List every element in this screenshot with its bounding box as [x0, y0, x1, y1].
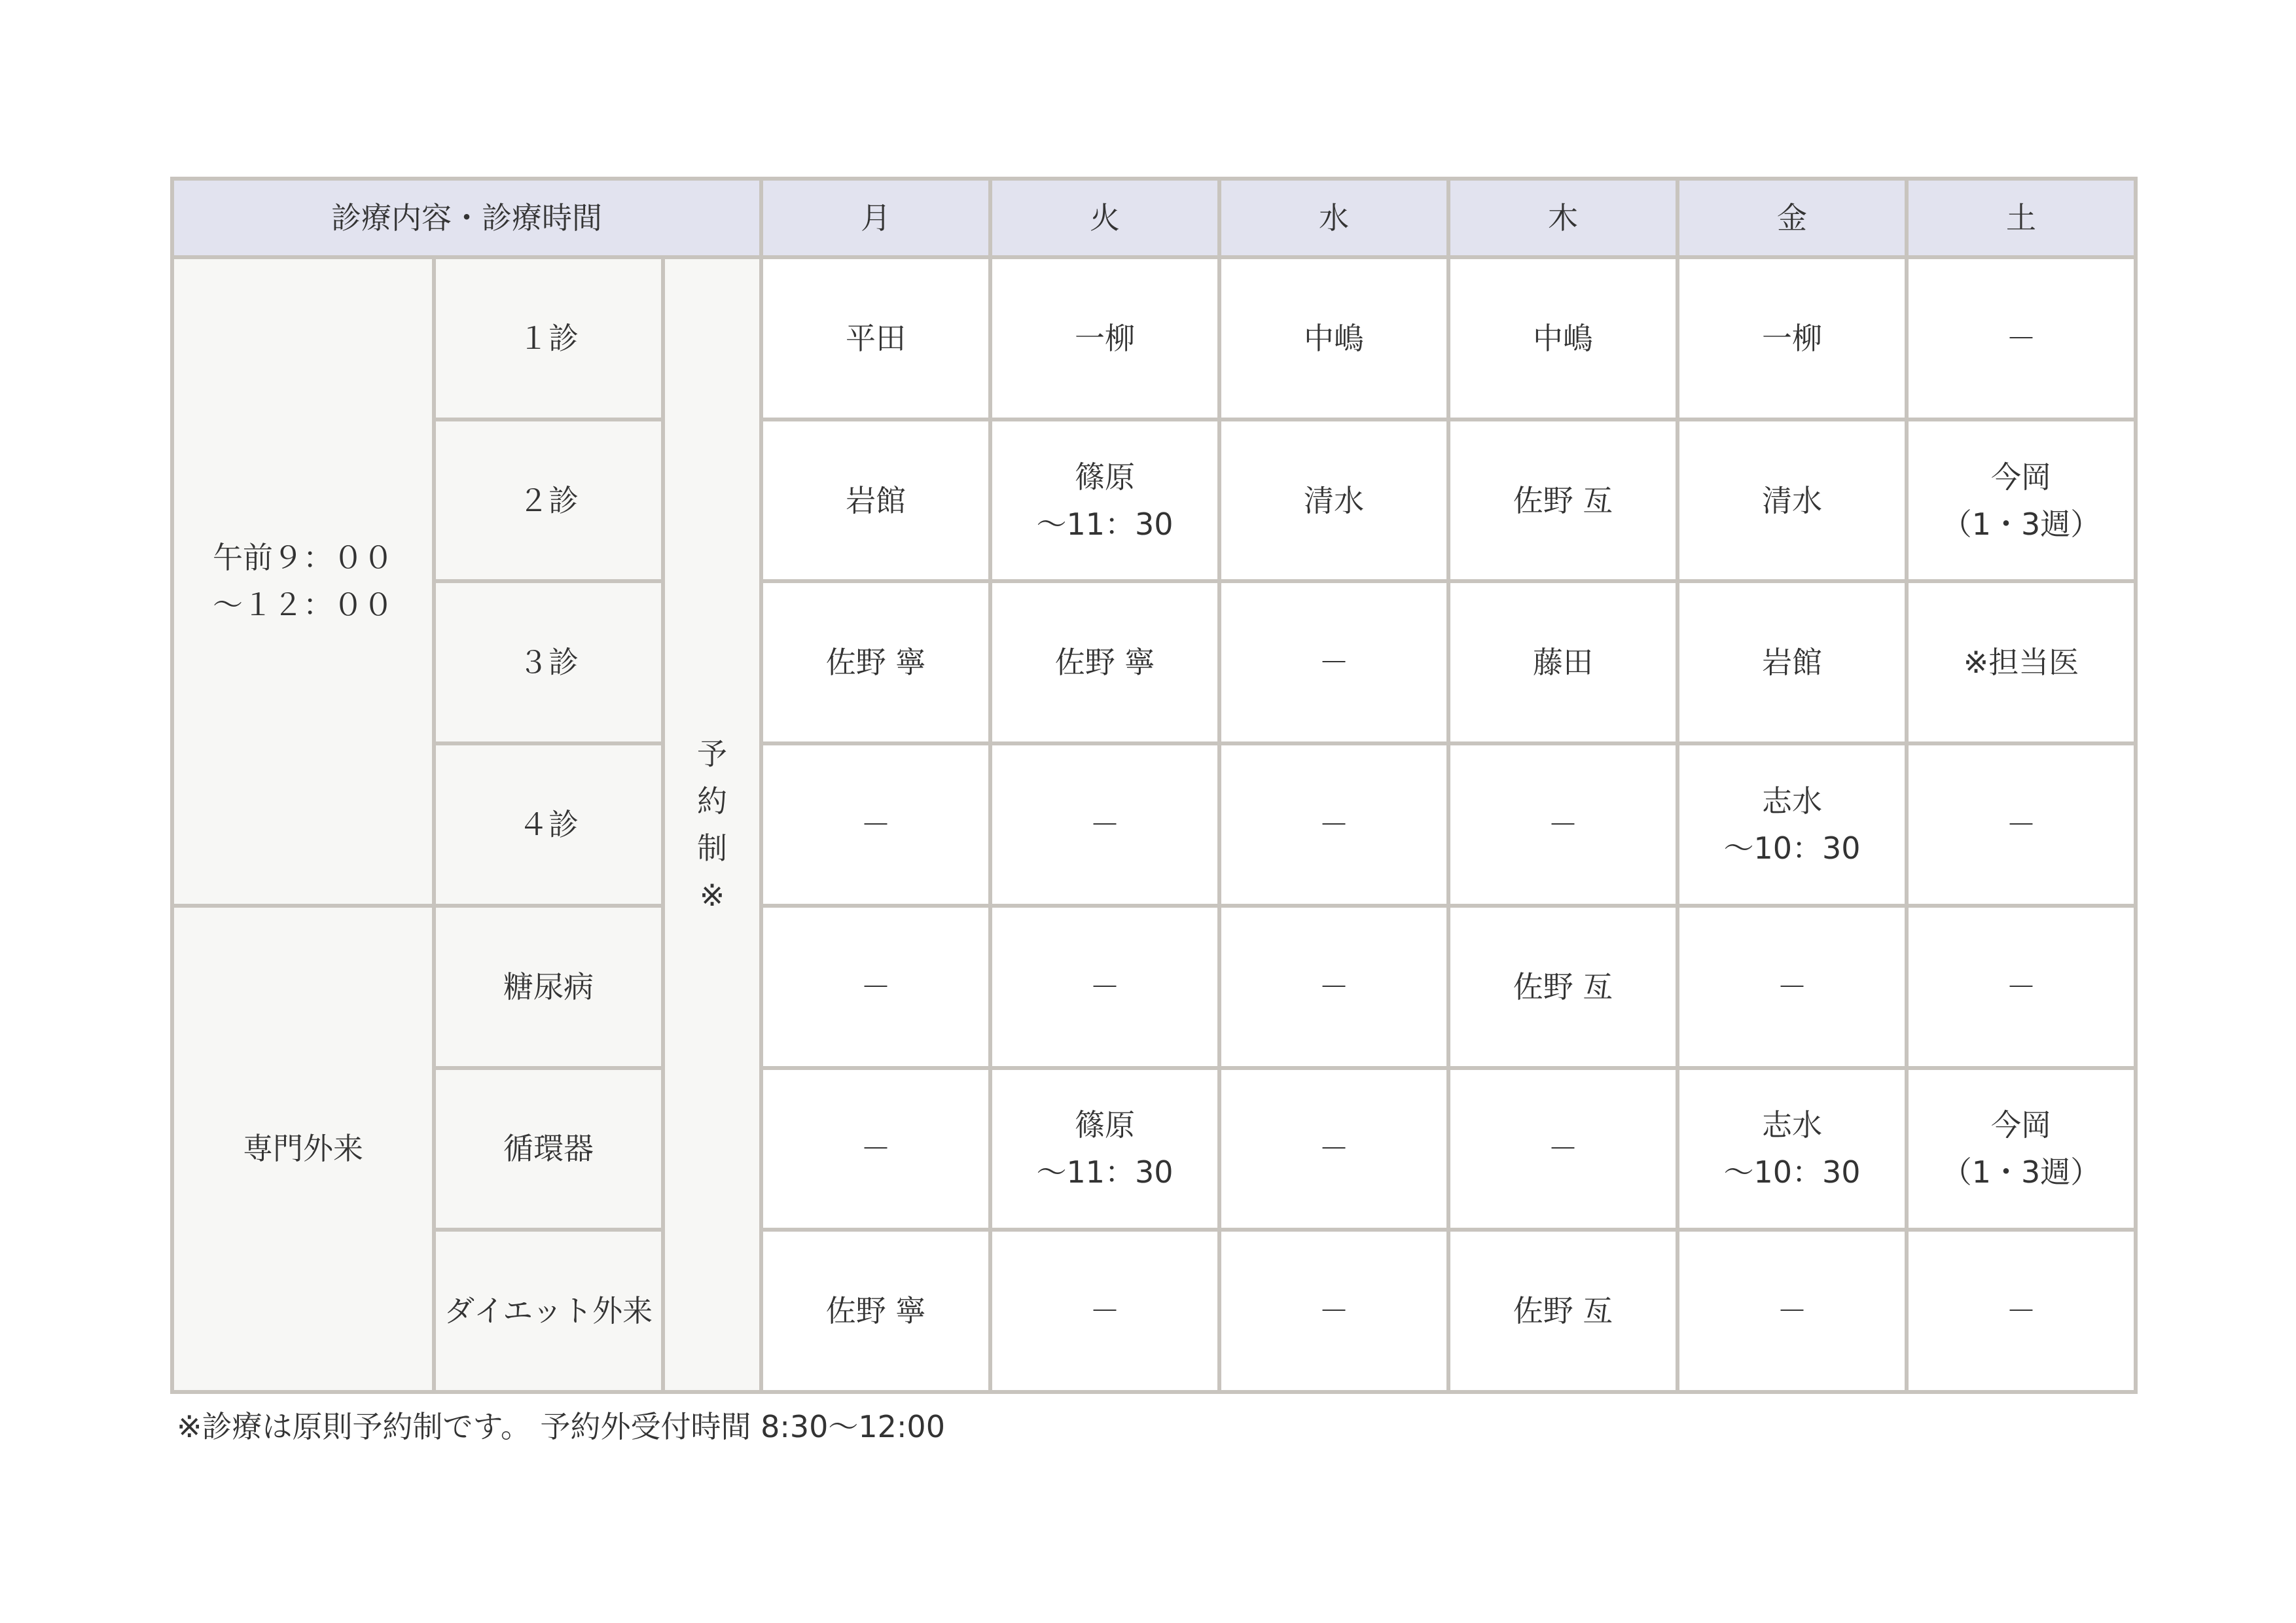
- doctor-text: 平田: [846, 320, 906, 356]
- schedule-cell: [1448, 906, 1677, 1068]
- session-time-text: 午前９：００: [213, 540, 393, 576]
- header-day-sat: 土: [1907, 179, 2136, 257]
- schedule-cell: [761, 581, 990, 743]
- doctor-text: （1・3週）: [1941, 1154, 2101, 1190]
- table-row: [172, 581, 2136, 743]
- schedule-cell: [1219, 743, 1448, 906]
- doctor-text: （1・3週）: [1941, 506, 2101, 542]
- schedule-cell: [761, 1230, 990, 1392]
- schedule-cell: [1677, 906, 1907, 1068]
- doctor-text: 岩館: [1762, 645, 1822, 681]
- doctor-text: 一柳: [1075, 320, 1135, 356]
- schedule-cell: [1907, 1230, 2136, 1392]
- doctor-text: ※担当医: [1963, 645, 2079, 681]
- doctor-text: 志水: [1762, 1107, 1822, 1143]
- doctor-text: ～10：30: [1723, 1154, 1861, 1190]
- table-row: [172, 743, 2136, 906]
- schedule-cell: [1219, 257, 1448, 419]
- schedule-cell: [1219, 906, 1448, 1068]
- doctor-text: 佐野 亙: [1513, 969, 1613, 1005]
- doctor-text: 佐野 寧: [825, 1293, 926, 1329]
- doctor-text: 篠原: [1075, 459, 1135, 495]
- doctor-text: 志水: [1762, 783, 1822, 819]
- doctor-text: －: [1319, 969, 1349, 1005]
- reservation-char: 制: [697, 830, 727, 866]
- footnote: ※診療は原則予約制です。 予約外受付時間 8:30～12:00: [177, 1409, 945, 1444]
- reservation-char: 約: [697, 783, 727, 819]
- schedule-table: [170, 177, 2138, 1394]
- doctor-text: －: [2006, 806, 2036, 842]
- schedule-cell: [1907, 1068, 2136, 1230]
- schedule-cell: [1448, 581, 1677, 743]
- schedule-cell: [1448, 1230, 1677, 1392]
- doctor-text: 佐野 寧: [1054, 645, 1155, 681]
- doctor-text: －: [861, 1131, 891, 1167]
- doctor-text: 中嶋: [1533, 320, 1593, 356]
- schedule-cell: [1907, 419, 2136, 582]
- doctor-text: －: [2006, 969, 2036, 1005]
- doctor-text: 岩館: [846, 482, 906, 518]
- schedule-cell: [1677, 1068, 1907, 1230]
- schedule-cell: [1448, 257, 1677, 419]
- table-row: [172, 257, 2136, 419]
- doctor-text: 中嶋: [1304, 320, 1364, 356]
- header-day-mon: 月: [761, 179, 990, 257]
- schedule-cell: [1448, 419, 1677, 582]
- header-category: 診療内容・診療時間: [172, 179, 761, 257]
- schedule-cell: [1677, 257, 1907, 419]
- row-label: ２診: [434, 419, 663, 582]
- doctor-text: 今岡: [1991, 1107, 2051, 1143]
- header-day-wed: 水: [1219, 179, 1448, 257]
- doctor-text: 篠原: [1075, 1107, 1135, 1143]
- table-row: [172, 1230, 2136, 1392]
- schedule-cell: [1677, 743, 1907, 906]
- doctor-text: 清水: [1304, 482, 1364, 518]
- doctor-text: ～11：30: [1036, 1154, 1174, 1190]
- doctor-text: －: [1319, 645, 1349, 681]
- schedule-cell: [1907, 906, 2136, 1068]
- doctor-text: －: [2006, 320, 2036, 356]
- header-day-fri: 金: [1677, 179, 1907, 257]
- specialty-outpatient-label: 専門外来: [172, 906, 434, 1392]
- doctor-text: ～11：30: [1036, 506, 1174, 542]
- schedule-cell: [761, 743, 990, 906]
- schedule-cell: [1677, 581, 1907, 743]
- schedule-cell: [761, 257, 990, 419]
- schedule-cell: [1219, 419, 1448, 582]
- header-row: [172, 179, 2136, 257]
- doctor-text: 今岡: [1991, 459, 2051, 495]
- doctor-text: 佐野 亙: [1513, 1293, 1613, 1329]
- schedule-cell: [990, 257, 1219, 419]
- row-label: ３診: [434, 581, 663, 743]
- row-label: ４診: [434, 743, 663, 906]
- doctor-text: －: [1777, 969, 1807, 1005]
- header-day-tue: 火: [990, 179, 1219, 257]
- schedule-cell: [1907, 257, 2136, 419]
- doctor-text: －: [1548, 806, 1578, 842]
- row-label: 糖尿病: [434, 906, 663, 1068]
- doctor-text: －: [1777, 1293, 1807, 1329]
- doctor-text: －: [1548, 1131, 1578, 1167]
- doctor-text: 一柳: [1762, 320, 1822, 356]
- morning-session-label: [172, 257, 434, 906]
- schedule-cell: [990, 419, 1219, 582]
- schedule-cell: [1907, 743, 2136, 906]
- doctor-text: 佐野 寧: [825, 645, 926, 681]
- doctor-text: －: [1319, 1131, 1349, 1167]
- schedule-cell: [1448, 743, 1677, 906]
- row-label: ダイエット外来: [434, 1230, 663, 1392]
- schedule-cell: [761, 1068, 990, 1230]
- schedule-cell: [1907, 581, 2136, 743]
- doctor-text: 清水: [1762, 482, 1822, 518]
- schedule-cell: [990, 743, 1219, 906]
- header-day-thu: 木: [1448, 179, 1677, 257]
- table-row: [172, 906, 2136, 1068]
- table-row: [172, 419, 2136, 582]
- doctor-text: －: [1090, 969, 1120, 1005]
- row-label: １診: [434, 257, 663, 419]
- schedule-cell: [1219, 1230, 1448, 1392]
- schedule-cell: [990, 581, 1219, 743]
- row-label: 循環器: [434, 1068, 663, 1230]
- schedule-cell: [1677, 419, 1907, 582]
- doctor-text: －: [861, 969, 891, 1005]
- schedule-cell: [761, 906, 990, 1068]
- doctor-text: ～10：30: [1723, 830, 1861, 866]
- doctor-text: －: [1090, 806, 1120, 842]
- schedule-cell: [761, 419, 990, 582]
- schedule-cell: [1219, 1068, 1448, 1230]
- doctor-text: －: [1319, 1293, 1349, 1329]
- doctor-text: －: [1319, 806, 1349, 842]
- schedule-cell: [990, 1068, 1219, 1230]
- schedule-cell: [1219, 581, 1448, 743]
- schedule-cell: [1448, 1068, 1677, 1230]
- doctor-text: 佐野 亙: [1513, 482, 1613, 518]
- schedule-cell: [990, 1230, 1219, 1392]
- reservation-char: ※: [699, 878, 725, 913]
- schedule-cell: [990, 906, 1219, 1068]
- reservation-system-label: [663, 257, 761, 1392]
- doctor-text: －: [861, 806, 891, 842]
- table-row: [172, 1068, 2136, 1230]
- doctor-text: 藤田: [1533, 645, 1593, 681]
- schedule-cell: [1677, 1230, 1907, 1392]
- session-time-text: ～１２：００: [213, 587, 393, 623]
- reservation-char: 予: [697, 736, 727, 772]
- doctor-text: －: [1090, 1293, 1120, 1329]
- doctor-text: －: [2006, 1293, 2036, 1329]
